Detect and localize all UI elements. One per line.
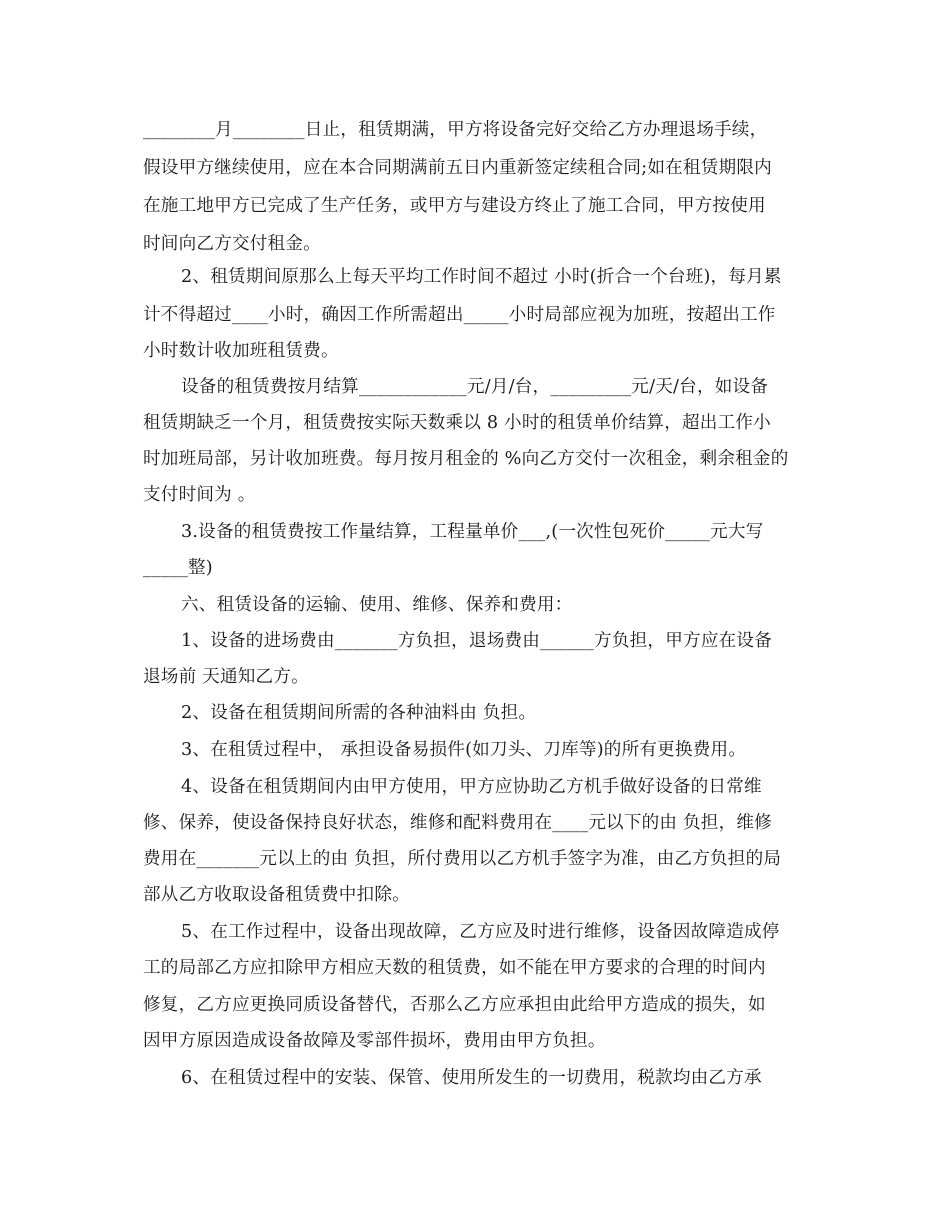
text-line: 5、在工作过程中，设备出现故障，乙方应及时进行维修，设备因故障造成停: [181, 922, 780, 942]
text-line: 工的局部乙方应扣除甲方相应天数的租赁费，如不能在甲方要求的合理的时间内: [143, 958, 766, 978]
text-line: 修复，乙方应更换同质设备替代，否那么乙方应承担由此给甲方造成的损失，如: [143, 995, 766, 1015]
text-line: 修、保养，使设备保持良好状态，维修和配料费用在____元以下的由 负担，维修: [143, 813, 772, 833]
text-line: 因甲方原因造成设备故障及零部件损坏，费用由甲方负担。: [143, 1031, 606, 1051]
text-line: 时间向乙方交付租金。: [143, 234, 321, 254]
text-line: 2、租赁期间原那么上每天平均工作时间不超过 小时(折合一个台班)，每月累: [181, 267, 782, 287]
text-line: 2、设备在租赁期间所需的各种油料由 负担。: [181, 703, 537, 723]
text-line: 假设甲方继续使用，应在本合同期满前五日内重新签定续租合同;如在租赁期限内: [143, 158, 772, 178]
text-line: 6、在租赁过程中的安装、保管、使用所发生的一切费用，税款均由乙方承: [181, 1068, 762, 1088]
text-line: 部从乙方收取设备租赁费中扣除。: [143, 885, 410, 905]
text-line: 计不得超过____小时，确因工作所需超出_____小时局部应视为加班，按超出工作: [143, 305, 776, 325]
text-line: 时加班局部，另计收加班费。每月按月租金的 %向乙方交付一次租金，剩余租金的: [143, 449, 789, 469]
section-heading: 六、租赁设备的运输、使用、维修、保养和费用：: [181, 595, 573, 615]
text-line: 3.设备的租赁费按工作量结算，工程量单价___,(一次性包死价_____元大写: [181, 522, 764, 542]
text-line: 退场前 天通知乙方。: [143, 667, 309, 687]
text-line: 4、设备在租赁期间内由甲方使用，甲方应协助乙方机手做好设备的日常维: [181, 777, 762, 797]
text-line: 设备的租赁费按月结算____________元/月/台，_________元/天/台，如设备: [181, 377, 769, 397]
text-line: 3、在租赁过程中， 承担设备易损件(如刀头、刀库等)的所有更换费用。: [181, 740, 747, 760]
text-line: 小时数计收加班租赁费。: [143, 341, 339, 361]
text-line: 租赁期缺乏一个月，租赁费按实际天数乘以 8 小时的租赁单价结算，超出工作小: [143, 413, 771, 433]
text-line: 在施工地甲方已完成了生产任务，或甲方与建设方终止了施工合同，甲方按使用: [143, 196, 766, 216]
text-line: _____整): [143, 558, 213, 578]
text-line: ________月________日止，租赁期满，甲方将设备完好交给乙方办理退场手续，: [143, 120, 768, 140]
text-line: 支付时间为 。: [143, 485, 256, 505]
text-line: 1、设备的进场费由_______方负担，退场费由______方负担，甲方应在设备: [181, 631, 772, 651]
text-line: 费用在_______元以上的由 负担，所付费用以乙方机手签字为准，由乙方负担的局: [143, 849, 782, 869]
